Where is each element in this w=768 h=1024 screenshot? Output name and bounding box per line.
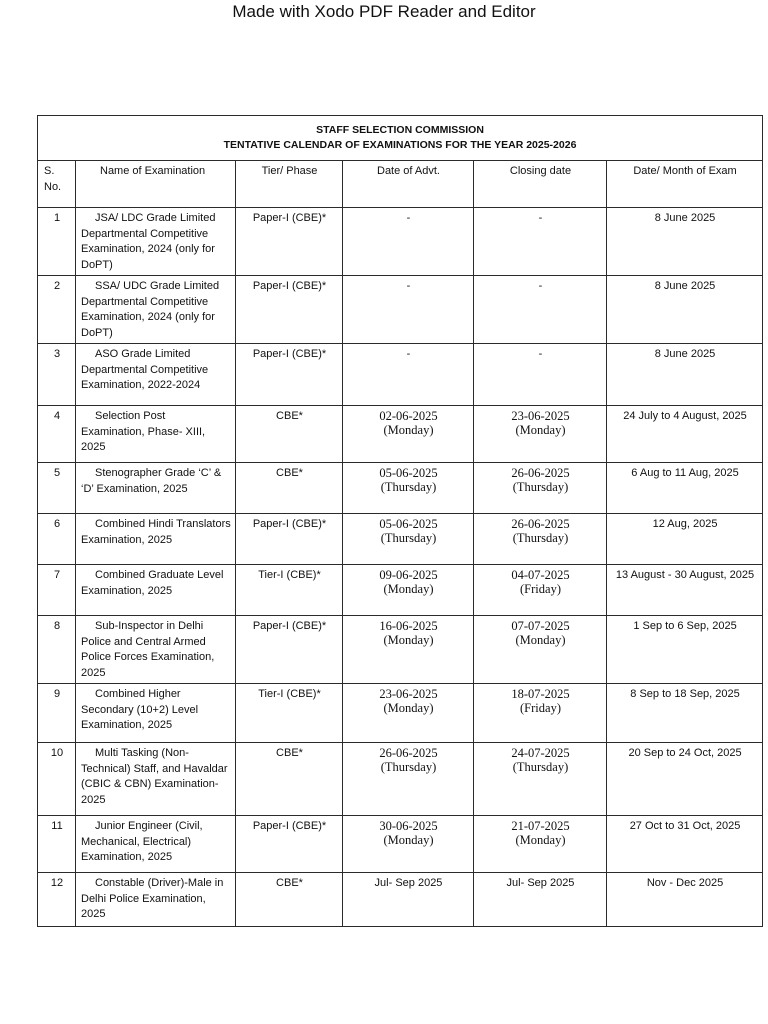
advt-date-cell [343, 565, 474, 616]
closing-date-cell: - [474, 208, 607, 276]
advt-date: 02-06-2025 [379, 409, 438, 423]
sno-cell: 5 [38, 463, 76, 514]
table-row [38, 616, 763, 684]
closing-date-cell [474, 684, 607, 743]
closing-date: 21-07-2025 [511, 819, 570, 833]
table-row [38, 344, 763, 406]
exam-name-cell: Combined Hindi Translators Examination, 2025 [76, 514, 236, 565]
exam-date-cell: 8 Sep to 18 Sep, 2025 [607, 684, 763, 743]
header-sno: S. No. [38, 161, 76, 208]
tier-cell: Paper-I (CBE)* [236, 816, 343, 873]
advt-date-cell [343, 743, 474, 816]
closing-day: (Friday) [520, 701, 561, 715]
exam-name-cell: Constable (Driver)-Male in Delhi Police Examination, 2025 [76, 873, 236, 927]
advt-date-cell [343, 463, 474, 514]
header-name: Name of Examination [76, 161, 236, 208]
tier-cell: Paper-I (CBE)* [236, 276, 343, 344]
closing-date-cell [474, 616, 607, 684]
exam-date-cell: 20 Sep to 24 Oct, 2025 [607, 743, 763, 816]
closing-date: 07-07-2025 [511, 619, 570, 633]
advt-date: 05-06-2025 [379, 466, 438, 480]
closing-day: (Monday) [515, 833, 566, 847]
table-row [38, 514, 763, 565]
exam-name-cell: SSA/ UDC Grade Limited Departmental Competitive Examination, 2024 (only for DoPT) [76, 276, 236, 344]
table-row [38, 276, 763, 344]
exam-name-cell: Combined Higher Secondary (10+2) Level Examination, 2025 [76, 684, 236, 743]
closing-day: (Monday) [515, 423, 566, 437]
exam-name-cell: ASO Grade Limited Departmental Competitive Examination, 2022-2024 [76, 344, 236, 406]
tier-cell: Paper-I (CBE)* [236, 344, 343, 406]
exam-date-cell: 24 July to 4 August, 2025 [607, 406, 763, 463]
table-row [38, 743, 763, 816]
sno-cell: 2 [38, 276, 76, 344]
tier-cell: Paper-I (CBE)* [236, 616, 343, 684]
sno-cell: 8 [38, 616, 76, 684]
closing-date-cell [474, 463, 607, 514]
exam-date-cell: 12 Aug, 2025 [607, 514, 763, 565]
closing-date-cell [474, 816, 607, 873]
header-row [38, 161, 763, 208]
tier-cell: Paper-I (CBE)* [236, 208, 343, 276]
tier-cell: CBE* [236, 463, 343, 514]
advt-day: (Thursday) [380, 480, 437, 494]
title-line-1: STAFF SELECTION COMMISSION [316, 124, 484, 136]
tier-cell: CBE* [236, 406, 343, 463]
closing-date: 04-07-2025 [511, 568, 570, 582]
table-row [38, 463, 763, 514]
closing-date-cell: - [474, 276, 607, 344]
closing-day: (Thursday) [512, 480, 569, 494]
table-row [38, 873, 763, 927]
exam-name-cell: JSA/ LDC Grade Limited Departmental Competitive Examination, 2024 (only for DoPT) [76, 208, 236, 276]
advt-date-cell [343, 616, 474, 684]
advt-date-cell [343, 684, 474, 743]
advt-date: 26-06-2025 [379, 746, 438, 760]
advt-date: 09-06-2025 [379, 568, 438, 582]
tier-cell: Paper-I (CBE)* [236, 514, 343, 565]
closing-date-cell [474, 743, 607, 816]
closing-date-cell: - [474, 344, 607, 406]
advt-date-cell [343, 816, 474, 873]
exam-date-cell: Nov - Dec 2025 [607, 873, 763, 927]
closing-date: 26-06-2025 [511, 517, 570, 531]
advt-day: (Monday) [383, 701, 434, 715]
closing-date: 23-06-2025 [511, 409, 570, 423]
advt-day: (Thursday) [380, 760, 437, 774]
closing-date: 18-07-2025 [511, 687, 570, 701]
closing-day: (Thursday) [512, 760, 569, 774]
advt-date: 05-06-2025 [379, 517, 438, 531]
exam-date-cell: 13 August - 30 August, 2025 [607, 565, 763, 616]
table-row [38, 208, 763, 276]
closing-date: 24-07-2025 [511, 746, 570, 760]
advt-date-cell: - [343, 344, 474, 406]
closing-day: (Monday) [515, 633, 566, 647]
advt-date: 30-06-2025 [379, 819, 438, 833]
watermark-text: Made with Xodo PDF Reader and Editor [232, 2, 536, 21]
table-row [38, 684, 763, 743]
advt-date-cell: - [343, 276, 474, 344]
table-title [38, 116, 763, 161]
header-tier: Tier/ Phase [236, 161, 343, 208]
sno-cell: 4 [38, 406, 76, 463]
exam-name-cell: Combined Graduate Level Examination, 2025 [76, 565, 236, 616]
advt-day: (Monday) [383, 423, 434, 437]
closing-day: (Thursday) [512, 531, 569, 545]
title-line-2: TENTATIVE CALENDAR OF EXAMINATIONS FOR THE YEAR 2025-2026 [223, 139, 577, 151]
closing-date-cell: Jul- Sep 2025 [474, 873, 607, 927]
advt-date-cell [343, 406, 474, 463]
exam-name-cell: Multi Tasking (Non-Technical) Staff, and Havaldar (CBIC & CBN) Examination-2025 [76, 743, 236, 816]
exam-name-cell: Junior Engineer (Civil, Mechanical, Electrical) Examination, 2025 [76, 816, 236, 873]
closing-date-cell [474, 514, 607, 565]
advt-day: (Monday) [383, 633, 434, 647]
exam-date-cell: 8 June 2025 [607, 344, 763, 406]
exam-date-cell: 27 Oct to 31 Oct, 2025 [607, 816, 763, 873]
advt-date: 16-06-2025 [379, 619, 438, 633]
sno-cell: 6 [38, 514, 76, 565]
exam-date-cell: 6 Aug to 11 Aug, 2025 [607, 463, 763, 514]
header-advt: Date of Advt. [343, 161, 474, 208]
advt-date: 23-06-2025 [379, 687, 438, 701]
closing-date-cell [474, 565, 607, 616]
exam-date-cell: 8 June 2025 [607, 276, 763, 344]
tier-cell: Tier-I (CBE)* [236, 684, 343, 743]
closing-date-cell [474, 406, 607, 463]
sno-cell: 12 [38, 873, 76, 927]
exam-name-cell: Selection Post Examination, Phase- XIII, 2025 [76, 406, 236, 463]
sno-cell: 10 [38, 743, 76, 816]
table-row [38, 406, 763, 463]
advt-day: (Thursday) [380, 531, 437, 545]
exam-date-cell: 8 June 2025 [607, 208, 763, 276]
closing-day: (Friday) [520, 582, 561, 596]
table-row [38, 816, 763, 873]
advt-day: (Monday) [383, 582, 434, 596]
header-exam-date: Date/ Month of Exam [607, 161, 763, 208]
exam-name-cell: Sub-Inspector in Delhi Police and Central Armed Police Forces Examination, 2025 [76, 616, 236, 684]
advt-day: (Monday) [383, 833, 434, 847]
tier-cell: Tier-I (CBE)* [236, 565, 343, 616]
tier-cell: CBE* [236, 873, 343, 927]
sno-cell: 3 [38, 344, 76, 406]
advt-date-cell: - [343, 208, 474, 276]
exam-calendar-table [37, 115, 763, 927]
sno-cell: 1 [38, 208, 76, 276]
closing-date: 26-06-2025 [511, 466, 570, 480]
table-row [38, 565, 763, 616]
header-closing: Closing date [474, 161, 607, 208]
sno-cell: 7 [38, 565, 76, 616]
advt-date-cell [343, 514, 474, 565]
sno-cell: 11 [38, 816, 76, 873]
sno-cell: 9 [38, 684, 76, 743]
tier-cell: CBE* [236, 743, 343, 816]
exam-name-cell: Stenographer Grade ‘C’ & ‘D’ Examination, 2025 [76, 463, 236, 514]
advt-date-cell: Jul- Sep 2025 [343, 873, 474, 927]
exam-date-cell: 1 Sep to 6 Sep, 2025 [607, 616, 763, 684]
